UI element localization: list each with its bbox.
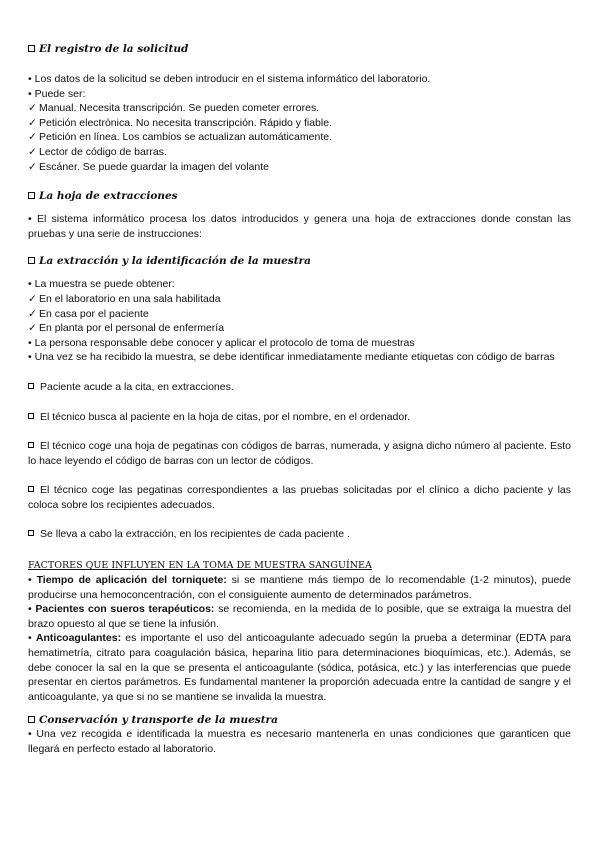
step-text: El técnico busca al paciente en la hoja de citas, por el nombre, en el ordenador. — [40, 410, 411, 423]
factors-heading: FACTORES QUE INFLUYEN EN LA TOMA DE MUESTRA SANGUÍNEA — [28, 560, 372, 572]
bullet-icon: • — [28, 574, 32, 587]
section-heading-registro — [28, 42, 571, 56]
bullet-item — [28, 212, 571, 241]
factor-item — [28, 573, 571, 602]
bullet-text: La persona responsable debe conocer y aplicar el protocolo de toma de muestras — [34, 336, 415, 349]
heading-text: El registro de la solicitud — [39, 43, 189, 55]
check-text: Lector de código de barras. — [39, 145, 167, 158]
step-item — [28, 380, 571, 395]
checkmark-icon: ✓ — [28, 102, 37, 115]
step-item — [28, 439, 571, 468]
bullet-icon: • — [28, 728, 32, 741]
bullet-text: El sistema informático procesa los datos introducidos y genera una hoja de extracciones donde constan las pruebas y una serie de instrucciones: — [28, 213, 571, 240]
bullet-icon: • — [28, 73, 32, 85]
bullet-icon: • — [28, 336, 32, 349]
check-text: Manual. Necesita transcripción. Se pueden cometer errores. — [39, 102, 320, 115]
check-item — [28, 321, 571, 336]
step-text: El técnico coge una hoja de pegatinas con códigos de barras, numerada, y asigna dicho número al paciente. Esto lo hace leyendo el código de barras con un lector de códigos. — [28, 440, 571, 467]
factor-text: se recomienda, en la medida de lo posible, que se extraiga la muestra del brazo opuesto al que se tiene la infusión. — [28, 603, 571, 630]
bullet-icon: • — [28, 278, 32, 291]
checkmark-icon: ✓ — [28, 145, 37, 158]
check-text: En planta por el personal de enfermería — [39, 322, 225, 335]
step-item — [28, 483, 571, 512]
factor-item — [28, 631, 571, 704]
document-page — [28, 36, 571, 757]
step-item — [28, 410, 571, 425]
bullet-icon: • — [28, 213, 32, 226]
factor-item — [28, 602, 571, 631]
square-bullet-icon — [28, 486, 34, 492]
checkmark-icon: ✓ — [28, 131, 37, 144]
step-text: Se lleva a cabo la extracción, en los recipientes de cada paciente . — [40, 528, 350, 541]
bullet-text: Los datos de la solicitud se deben introducir en el sistema informático del laboratorio. — [34, 73, 431, 85]
bullet-item — [28, 350, 571, 365]
check-item — [28, 292, 571, 307]
check-text: Petición electrónica. No necesita transcripción. Rápido y fiable. — [39, 116, 332, 129]
square-bullet-icon — [28, 383, 34, 389]
factor-text: es importante el uso del anticoagulante adecuado según la prueba a determinar (EDTA para hematimetría, citrato para coagulación básica, heparina litio para determinaciones bioquímicas, etc.). Además, se debe conocer la sal en la que se presenta el anticoagulante (sódica, potásica, etc.) y las interferencias que puede presentar en ciertos parámetros. Es fundamental mantener la proporción adecuada entre la cantidad de sangre y el anticoagulante, ya que si no se mantiene se invalida la muestra. — [28, 632, 571, 703]
check-text: Escáner. Se puede guardar la imagen del volante — [39, 160, 269, 173]
step-text: El técnico coge las pegatinas correspondientes a las pruebas solicitadas por el clínico a dicho paciente y las coloca sobre los recipientes adecuados. — [28, 484, 571, 511]
checkmark-icon: ✓ — [28, 322, 37, 335]
section-heading-hoja — [28, 189, 571, 203]
step-item — [28, 527, 571, 542]
checkbox-bullet-icon — [28, 192, 35, 199]
checkmark-icon: ✓ — [28, 292, 37, 305]
check-text: Petición en línea. Los cambios se actualizan automáticamente. — [39, 131, 333, 144]
bullet-item — [28, 72, 571, 87]
check-item — [28, 101, 571, 116]
heading-text: Conservación y transporte de la muestra — [39, 714, 278, 727]
bullet-item — [28, 277, 571, 292]
square-bullet-icon — [28, 530, 34, 536]
checkbox-bullet-icon — [28, 716, 35, 723]
bullet-item — [28, 87, 571, 102]
check-item — [28, 145, 571, 160]
check-item — [28, 307, 571, 322]
check-item — [28, 130, 571, 145]
checkmark-icon: ✓ — [28, 116, 37, 129]
bullet-text: Una vez recogida e identificada la muestra es necesario mantenerla en unas condiciones que garanticen que llegará en perfecto estado al laboratorio. — [28, 728, 571, 755]
square-bullet-icon — [28, 413, 34, 419]
factor-term: Pacientes con sueros terapéuticos: — [35, 603, 215, 616]
bullet-icon: • — [28, 87, 32, 100]
bullet-icon: • — [28, 351, 32, 364]
bullet-item — [28, 336, 571, 351]
factor-term: Anticoagulantes: — [35, 632, 122, 645]
check-text: En casa por el paciente — [39, 307, 149, 320]
check-item — [28, 116, 571, 131]
bullet-text: Puede ser: — [34, 87, 86, 100]
checkbox-bullet-icon — [28, 257, 35, 264]
bullet-icon: • — [28, 632, 32, 645]
step-text: Paciente acude a la cita, en extracciones. — [40, 380, 234, 393]
heading-text: La hoja de extracciones — [39, 190, 178, 203]
factor-text: si se mantiene más tiempo de lo recomendable (1-2 minutos), puede producirse una hemoconcentración, con el consiguiente aumento de determinados parámetros. — [28, 574, 571, 601]
bullet-text: Una vez se ha recibido la muestra, se debe identificar inmediatamente mediante etiquetas con código de barras — [34, 351, 555, 364]
checkbox-bullet-icon — [28, 45, 35, 52]
check-text: En el laboratorio en una sala habilitada — [39, 292, 221, 305]
factor-term: Tiempo de aplicación del torniquete: — [36, 574, 227, 587]
check-item — [28, 160, 571, 175]
checkmark-icon: ✓ — [28, 307, 37, 320]
bullet-text: La muestra se puede obtener: — [34, 278, 175, 291]
square-bullet-icon — [28, 442, 34, 448]
heading-text: La extracción y la identificación de la muestra — [39, 255, 311, 268]
section-heading-extraccion — [28, 254, 571, 268]
section-heading-conservacion — [28, 713, 571, 727]
checkmark-icon: ✓ — [28, 160, 37, 173]
bullet-item — [28, 727, 571, 756]
bullet-icon: • — [28, 603, 32, 616]
